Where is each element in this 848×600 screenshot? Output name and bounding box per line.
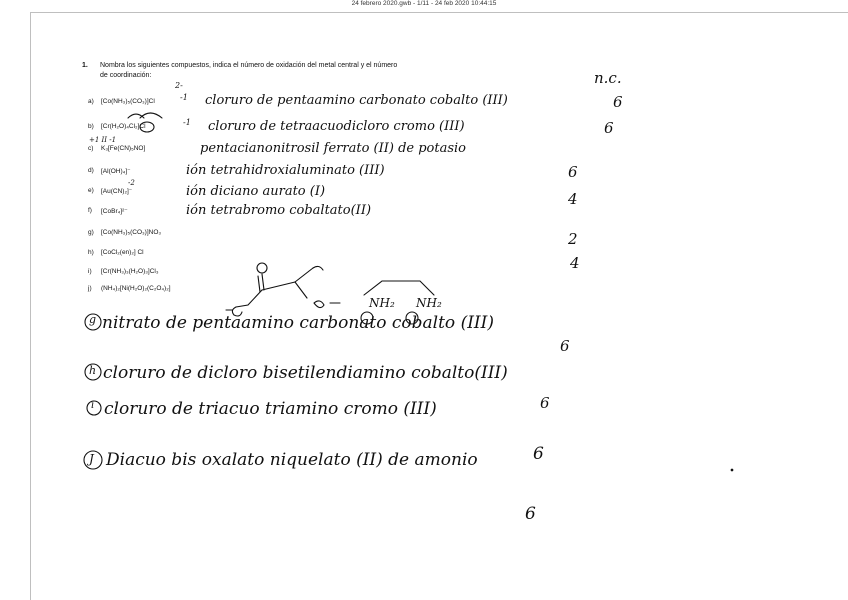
handwritten-charge: 2- bbox=[175, 81, 183, 90]
handwritten-charge: -1 bbox=[180, 93, 188, 102]
long-answer-j-nc: 6 bbox=[525, 504, 536, 524]
formula: [Al(OH)₄]⁻ bbox=[101, 168, 131, 175]
long-answer-g: nitrato de pentaamino carbonato cobalto (III) bbox=[102, 313, 494, 333]
formula: K₃[Fe(CN)₅NO] bbox=[101, 145, 146, 152]
answer-e: ión diciano aurato (I) bbox=[186, 184, 326, 199]
answer-d: ión tetrahidroxialuminato (III) bbox=[186, 163, 385, 178]
formula: [Au(CN)₂]⁻ bbox=[101, 188, 133, 195]
handwritten-charge: -1 bbox=[183, 118, 191, 127]
bond-line bbox=[364, 281, 434, 295]
circled-letter-h-text: h bbox=[89, 364, 97, 377]
answer-f: ión tetrabromo cobaltato(II) bbox=[186, 203, 372, 218]
handwritten-oxidation: +1 II -1 bbox=[89, 136, 117, 144]
formula: [Cr(NH₃)₃(H₂O)₃]Cl₃ bbox=[101, 268, 159, 275]
circled-letter-g-text: g bbox=[89, 313, 97, 326]
bond-line bbox=[258, 276, 260, 292]
circled-letter-j-text: J bbox=[89, 452, 94, 466]
bond-line bbox=[236, 290, 262, 307]
nc-value-d: 6 bbox=[568, 163, 578, 181]
question-number: 1. bbox=[82, 62, 88, 69]
formula: [Co(NH₃)₅(CO₃)]NO₃ bbox=[101, 229, 162, 236]
answer-a: cloruro de pentaamino carbonato cobalto (III) bbox=[205, 93, 508, 108]
nc-value-h: 4 bbox=[570, 254, 580, 272]
stray-dot bbox=[731, 469, 733, 471]
bond-line bbox=[295, 268, 313, 282]
bond-line bbox=[262, 282, 295, 290]
answer-c: pentacianonitrosil ferrato (II) de potasio bbox=[200, 141, 467, 156]
nc-value-b: 6 bbox=[604, 119, 614, 137]
bond-line bbox=[262, 274, 264, 290]
nc-value-g: 2 bbox=[568, 230, 578, 248]
formula: [CoCl₂(en)₂] Cl bbox=[101, 249, 144, 256]
long-answer-j: Diacuo bis oxalato niquelato (II) de amonio bbox=[106, 450, 478, 470]
bond-line bbox=[295, 282, 307, 298]
nc-value-a: 6 bbox=[613, 93, 623, 111]
oxygen-circle bbox=[313, 266, 323, 270]
question-text-line1: Nombra los siguientes compuestos, indica el número de oxidación del metal central y el número bbox=[100, 62, 398, 69]
nc-value-e: 4 bbox=[568, 190, 578, 208]
window-title: 24 febrero 2020.gwb - 1/11 - 24 feb 2020 10:44:15 bbox=[351, 0, 497, 7]
question-text-line2: de coordinación: bbox=[100, 72, 152, 79]
amine-label-right: NH₂ bbox=[416, 296, 442, 310]
long-answer-g-nc: 6 bbox=[560, 337, 570, 355]
answer-b: cloruro de tetraacuodicloro cromo (III) bbox=[208, 119, 465, 134]
oxygen-circle bbox=[314, 301, 324, 308]
circled-letter-i-text: i bbox=[91, 400, 95, 411]
long-answer-h: cloruro de dicloro bisetilendiamino cobalto(III) bbox=[103, 363, 508, 383]
handwritten-circle bbox=[140, 122, 154, 132]
formula: [Co(NH₃)₅(CO₃)]Cl bbox=[101, 98, 155, 105]
handwritten-charge: -2 bbox=[128, 179, 135, 187]
formula: [Cr(H₂O)₄Cl₂]Cl bbox=[101, 123, 146, 130]
nc-header: n.c. bbox=[594, 69, 622, 87]
long-answer-i: cloruro de triacuo triamino cromo (III) bbox=[104, 399, 437, 419]
long-answer-i-nc: 6 bbox=[533, 444, 544, 464]
amine-label-left: NH₂ bbox=[369, 296, 395, 310]
oxygen-circle bbox=[257, 263, 267, 273]
formula: (NH₄)₂[Ni(H₂O)₂(C₂O₄)₂] bbox=[101, 285, 171, 292]
long-answer-h-nc: 6 bbox=[540, 394, 550, 412]
formula: [CoBr₄]²⁻ bbox=[101, 208, 128, 215]
